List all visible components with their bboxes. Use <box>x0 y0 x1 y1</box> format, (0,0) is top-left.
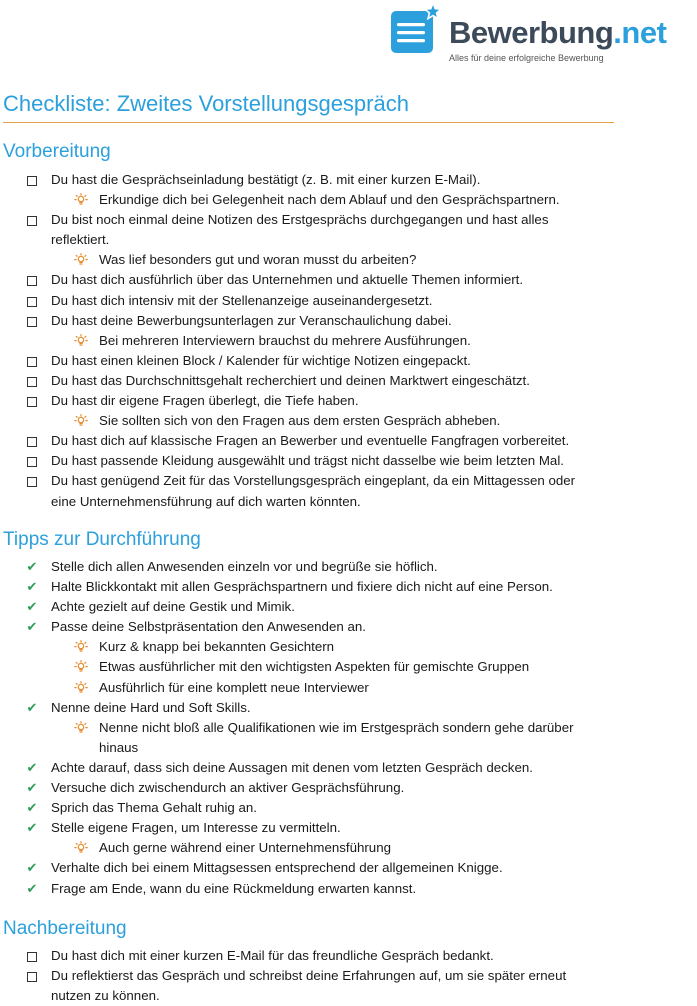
list-item <box>0 597 690 617</box>
checkbox[interactable] <box>24 471 40 493</box>
checkbox[interactable] <box>24 210 40 232</box>
list-item-text: Du hast dich mit einer kurzen E-Mail für das freundliche Gespräch bedankt. <box>51 948 494 963</box>
list-item <box>0 577 690 597</box>
list-item-text: Du hast dir eigene Fragen überlegt, die Tiefe haben. <box>51 393 359 409</box>
checkmark-icon: ✔ <box>26 821 38 837</box>
list-item-text: Verhalte dich bei einem Mittagsessen entsprechend der allgemeinen Knigge. <box>51 860 503 876</box>
sub-list-item <box>0 190 690 210</box>
list-item <box>0 966 690 1006</box>
checkbox-square <box>27 952 37 962</box>
checkbox-square <box>27 437 37 447</box>
list-item-text: Frage am Ende, wann du eine Rückmeldung erwarten kannst. <box>51 880 417 896</box>
checkmark-icon: ✔ <box>26 760 38 776</box>
list-item-text: Du hast einen kleinen Block / Kalender für wichtige Notizen eingepackt. <box>51 352 471 368</box>
checkmark-icon: ✔ <box>26 801 38 817</box>
sub-list-item <box>0 678 690 698</box>
list-item-text: Du hast die Gesprächseinladung bestätigt (z. B. mit einer kurzen E-Mail). <box>51 172 481 187</box>
section-heading-nachbereitung: Nachbereitung <box>3 918 127 939</box>
checkbox[interactable] <box>24 451 40 473</box>
logo-wordmark-part1: Bewerbung <box>449 15 614 50</box>
list-item <box>0 451 690 471</box>
list-item <box>0 698 690 718</box>
sub-list-item <box>0 657 690 677</box>
list-item <box>0 311 690 331</box>
logo-wordmark <box>449 16 666 50</box>
checkbox[interactable] <box>24 371 40 393</box>
list-item-text: Achte gezielt auf deine Gestik und Mimik. <box>51 599 295 615</box>
list-item-text: Stelle eigene Fragen, um Interesse zu vermitteln. <box>51 820 341 836</box>
checkmark-icon: ✔ <box>26 881 38 897</box>
checkbox-square <box>27 357 37 367</box>
list-item <box>0 371 690 391</box>
sub-list-item <box>0 637 690 657</box>
checkbox-square <box>27 972 37 982</box>
checkmark-icon: ✔ <box>26 700 38 716</box>
list-item-text: Du hast dich auf klassische Fragen an Bewerber und eventuelle Fangfragen vorbereitet. <box>51 433 570 449</box>
list-item <box>0 879 690 899</box>
list-item-text: Du hast genügend Zeit für das Vorstellungsgespräch eingeplant, da ein Mittagessen oder eine Unternehmensführung auf dich warten könnten. <box>51 473 576 509</box>
sub-list-item <box>0 718 690 758</box>
sub-list-item <box>0 331 690 351</box>
logo-tagline: Alles für deine erfolgreiche Bewerbung <box>449 53 604 63</box>
checkmark-icon: ✔ <box>26 620 38 636</box>
checkmark-icon: ✔ <box>26 580 38 596</box>
checkbox[interactable] <box>24 391 40 413</box>
list-item <box>0 778 690 798</box>
list-item-text: Kurz & knapp bei bekannten Gesichtern <box>99 639 335 655</box>
checkbox[interactable] <box>24 946 40 968</box>
list-item <box>0 291 690 311</box>
list-item <box>0 471 690 511</box>
checkbox-square <box>27 216 37 226</box>
list-item-text: Versuche dich zwischendurch an aktiver Gesprächsführung. <box>51 780 405 796</box>
list-item-text: Etwas ausführlicher mit den wichtigsten Aspekten für gemischte Gruppen <box>99 659 530 675</box>
list-item-text: Du bist noch einmal deine Notizen des Erstgesprächs durchgegangen und hast alles reflektiert. <box>51 212 549 248</box>
lightbulb-icon <box>73 718 89 741</box>
checkbox[interactable] <box>24 431 40 453</box>
checkbox-square <box>27 297 37 307</box>
checkmark-icon: ✔ <box>26 781 38 797</box>
checkbox-square <box>27 317 37 327</box>
list-item <box>0 431 690 451</box>
list-item-text: Sie sollten sich von den Fragen aus dem ersten Gespräch abheben. <box>99 413 501 429</box>
checkbox[interactable] <box>24 966 40 988</box>
list-item-text: Nenne nicht bloß alle Qualifikationen wie im Erstgespräch sondern gehe darüber hinaus <box>99 719 574 755</box>
checkbox-square <box>27 276 37 286</box>
checkmark-icon: ✔ <box>26 861 38 877</box>
list-item-text: Du hast passende Kleidung ausgewählt und trägst nicht dasselbe wie beim letzten Mal. <box>51 453 564 469</box>
list-item <box>0 858 690 878</box>
sub-list-item <box>0 250 690 270</box>
list-item-text: Halte Blickkontakt mit allen Gesprächspartnern und fixiere dich nicht auf eine Person. <box>51 579 553 595</box>
logo[interactable] <box>390 2 695 64</box>
list-item <box>0 758 690 778</box>
checklist-durchfuehrung <box>0 557 690 899</box>
sub-list-item <box>0 411 690 431</box>
section-heading-durchfuehrung: Tipps zur Durchführung <box>3 529 201 550</box>
list-item-text: Achte darauf, dass sich deine Aussagen mit denen vom letzten Gespräch decken. <box>51 759 533 775</box>
page-title: Checkliste: Zweites Vorstellungsgespräch <box>3 91 409 116</box>
checkbox[interactable] <box>24 270 40 292</box>
list-item-text: Sprich das Thema Gehalt ruhig an. <box>51 800 257 816</box>
list-item-text: Du reflektierst das Gespräch und schreibst deine Erfahrungen auf, um sie später erneut nutzen zu können. <box>51 968 567 1004</box>
list-item-text: Du hast deine Bewerbungsunterlagen zur Veranschaulichung dabei. <box>51 312 452 328</box>
checkbox-square <box>27 457 37 467</box>
checkbox[interactable] <box>24 291 40 313</box>
list-item <box>0 557 690 577</box>
section-heading-vorbereitung: Vorbereitung <box>3 141 111 162</box>
list-item-text: Ausführlich für eine komplett neue Interviewer <box>99 679 369 695</box>
list-item-text: Was lief besonders gut und woran musst du arbeiten? <box>99 252 417 268</box>
checkbox-square <box>27 477 37 487</box>
list-item-text: Erkundige dich bei Gelegenheit nach dem Ablauf und den Gesprächspartnern. <box>99 192 560 208</box>
list-item-text: Du hast dich intensiv mit der Stellenanzeige auseinandergesetzt. <box>51 292 433 308</box>
checkmark-icon: ✔ <box>26 560 38 575</box>
list-item-text: Auch gerne während einer Unternehmensführung <box>99 840 391 856</box>
list-item <box>0 946 690 966</box>
checkbox-square <box>27 176 37 186</box>
list-item <box>0 818 690 838</box>
list-item-text: Du hast dich ausführlich über das Unternehmen und aktuelle Themen informiert. <box>51 272 524 288</box>
checklist-nachbereitung <box>0 946 690 1006</box>
list-item-text: Stelle dich allen Anwesenden einzeln vor und begrüße sie höflich. <box>51 559 438 574</box>
list-item <box>0 351 690 371</box>
list-item-text: Passe deine Selbstpräsentation den Anwesenden an. <box>51 619 366 635</box>
list-item <box>0 170 690 190</box>
title-divider <box>3 122 614 123</box>
list-item <box>0 617 690 637</box>
checkbox[interactable] <box>24 170 40 192</box>
list-item-text: Nenne deine Hard und Soft Skills. <box>51 699 251 715</box>
checkmark-icon: ✔ <box>26 600 38 616</box>
list-item <box>0 270 690 290</box>
sub-list-item <box>0 838 690 858</box>
list-item <box>0 210 690 250</box>
logo-wordmark-part2: .net <box>613 15 667 50</box>
checkbox[interactable] <box>24 311 40 333</box>
checklist-vorbereitung <box>0 170 690 512</box>
checkbox-square <box>27 397 37 407</box>
checkbox[interactable] <box>24 351 40 373</box>
checkbox-square <box>27 377 37 387</box>
document-star-icon <box>390 2 444 56</box>
list-item <box>0 798 690 818</box>
list-item <box>0 391 690 411</box>
list-item-text: Du hast das Durchschnittsgehalt recherchiert und deinen Marktwert eingeschätzt. <box>51 372 530 388</box>
list-item-text: Bei mehreren Interviewern brauchst du mehrere Ausführungen. <box>99 332 471 348</box>
